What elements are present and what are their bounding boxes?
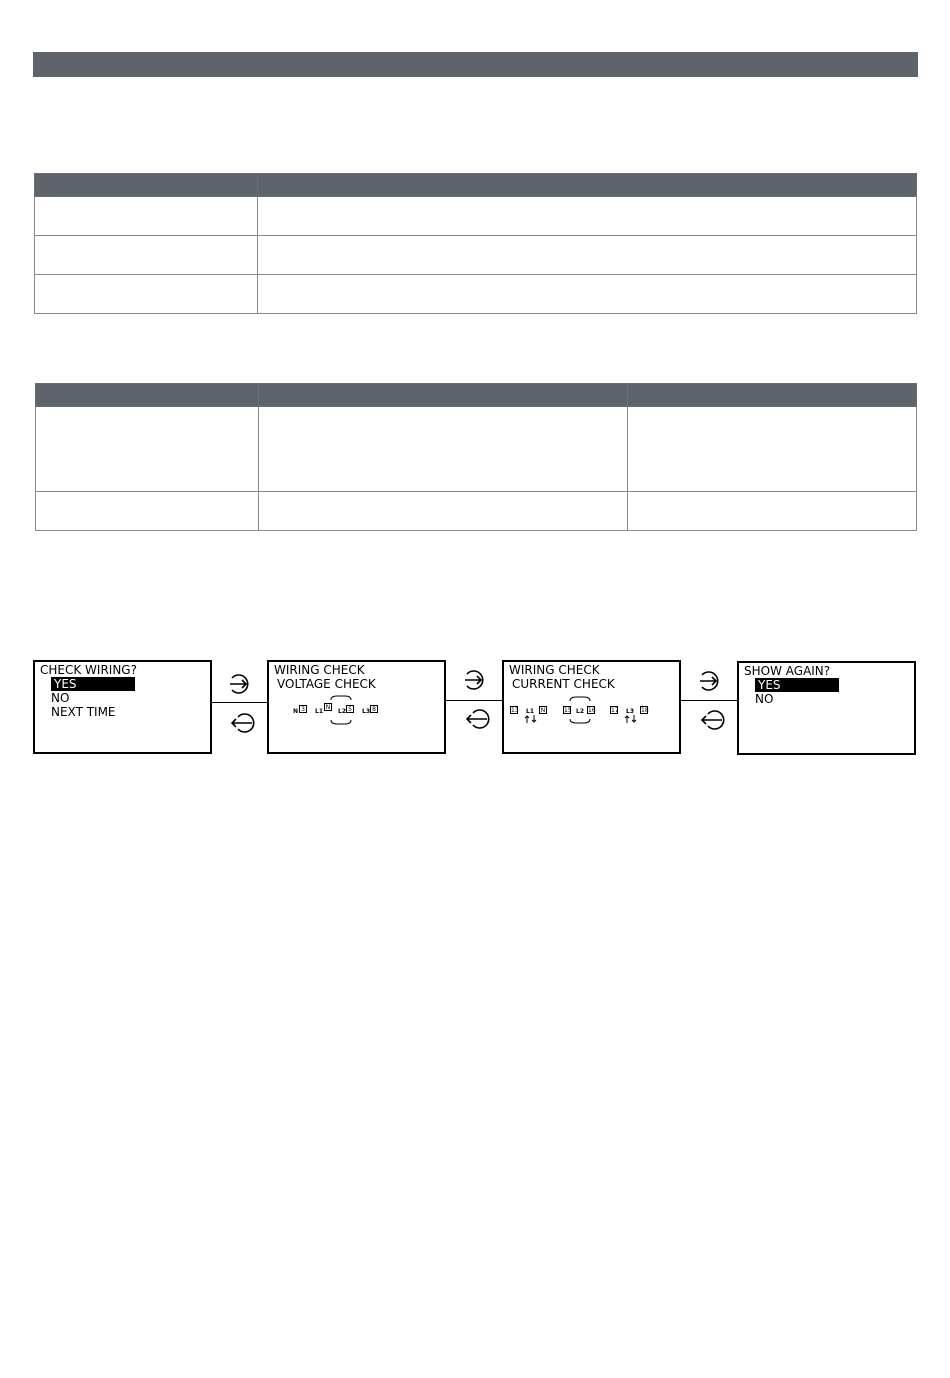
up-down-arrows-icon (524, 715, 538, 723)
return-arrow-icon[interactable] (226, 712, 256, 734)
table-header-row (36, 384, 917, 407)
option-no[interactable]: NO (51, 691, 70, 705)
terminal-label: L2 (338, 708, 346, 715)
connector-line (212, 702, 267, 703)
return-arrow-icon[interactable] (696, 709, 726, 731)
terminal-box: 18 (641, 707, 649, 714)
enter-arrow-icon[interactable] (461, 669, 491, 691)
terminal-label: N (293, 708, 299, 715)
table-1 (34, 173, 917, 314)
option-yes-selected[interactable]: YES (755, 678, 839, 692)
screen-voltage-check (267, 660, 446, 754)
connector-line (681, 700, 737, 701)
terminal-box: 5 (346, 705, 354, 713)
option-yes-selected[interactable]: YES (51, 677, 135, 691)
terminal-box: N (540, 707, 546, 714)
return-arrow-icon[interactable] (461, 708, 491, 730)
screen-show-again (737, 661, 916, 755)
screen-current-check (502, 660, 681, 754)
enter-arrow-icon[interactable] (696, 670, 726, 692)
screen-title: WIRING CHECK (509, 663, 600, 677)
terminal-box: 15 (564, 707, 572, 714)
connector-line (446, 700, 502, 701)
terminal-box: 3 (299, 705, 307, 713)
screen-title: SHOW AGAIN? (744, 664, 831, 678)
rotation-bracket-icon (566, 695, 594, 725)
table-2 (35, 383, 917, 531)
screen-title: WIRING CHECK (274, 663, 365, 677)
table-row (35, 275, 917, 314)
terminal-label: L1 (526, 708, 534, 715)
table-row (35, 236, 917, 275)
terminal-label: L3 (626, 708, 634, 715)
screen-subtitle: CURRENT CHECK (512, 677, 615, 691)
rotation-bracket-icon (327, 694, 355, 726)
option-no[interactable]: NO (755, 692, 774, 706)
option-next-time[interactable]: NEXT TIME (51, 705, 116, 719)
terminal-box: 17 (611, 707, 619, 714)
terminal-box: 8 (370, 705, 378, 713)
up-down-arrows-icon (624, 715, 638, 723)
table-row (35, 197, 917, 236)
terminal-box: 13 (511, 707, 519, 714)
screen-title: CHECK WIRING? (40, 663, 137, 677)
section-header-bar (33, 52, 918, 77)
terminal-label: L3 (362, 708, 370, 715)
terminal-box: N (325, 704, 331, 711)
screen-subtitle: VOLTAGE CHECK (277, 677, 376, 691)
table-row (36, 407, 917, 492)
screen-check-wiring (33, 660, 212, 754)
table-row (36, 492, 917, 531)
table-header-row (35, 174, 917, 197)
enter-arrow-icon[interactable] (226, 673, 256, 695)
terminal-label: L2 (576, 708, 584, 715)
terminal-box: 16 (588, 707, 596, 714)
terminal-label: L1 (315, 708, 323, 715)
